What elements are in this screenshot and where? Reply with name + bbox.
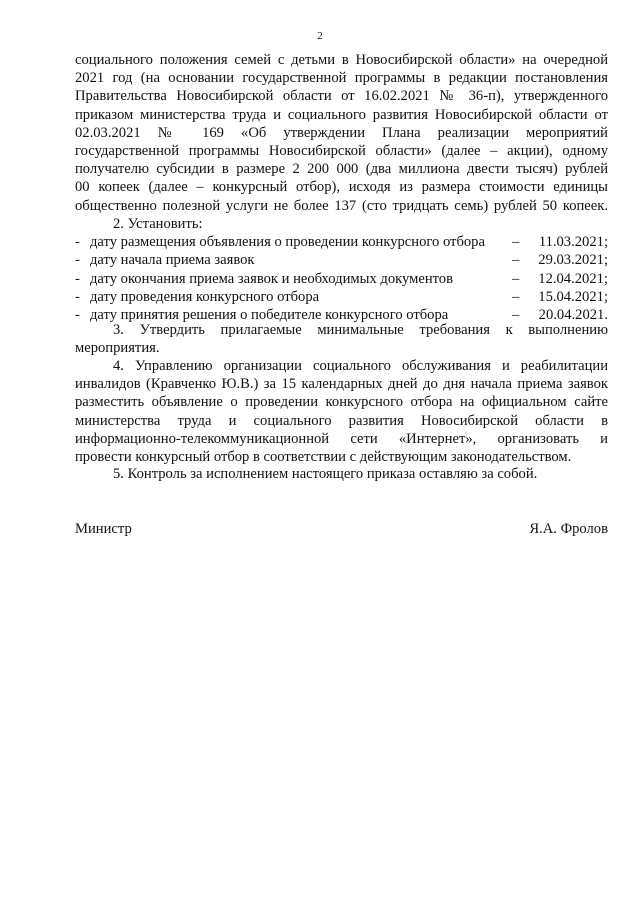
item-4-line: 4. Управлению организации социального обслуживания и реабилитации — [113, 358, 608, 374]
signatory-title: Министр — [75, 521, 132, 537]
item-5-section — [75, 465, 608, 483]
item-2-heading: 2. Установить: — [113, 216, 203, 232]
item-2-section — [75, 215, 608, 324]
list-separator: – — [512, 306, 520, 323]
date-list-item — [75, 288, 608, 306]
paragraph-line: государственной программы Новосибирской области» (далее – акции), одному — [75, 142, 608, 159]
item-4-line: инвалидов (Кравченко Ю.В.) за 15 календарных дней до дня начала приема заявок — [75, 376, 608, 393]
date-list-item — [75, 233, 608, 251]
paragraph-continuation — [75, 51, 608, 215]
list-separator: – — [512, 288, 520, 305]
paragraph-line: Правительства Новосибирской области от 16.02.2021 № 36-п), утвержденного — [75, 88, 608, 105]
list-dash: - — [75, 252, 80, 269]
item-3-section — [75, 321, 608, 357]
list-separator: – — [512, 252, 520, 269]
item-5-line: 5. Контроль за исполнением настоящего приказа оставляю за собой. — [113, 466, 538, 482]
date-list-item — [75, 270, 608, 288]
signature-block — [75, 520, 608, 540]
list-item-date: 11.03.2021; — [538, 234, 608, 251]
item-4-line: разместить объявление о проведении конкурсного отбора на официальном сайте — [75, 394, 608, 411]
list-item-text: дату принятия решения о победителе конкурсного отбора — [90, 306, 449, 323]
item-3-line: мероприятия. — [75, 340, 160, 357]
list-item-text: дату окончания приема заявок и необходимых документов — [90, 270, 453, 287]
list-item-date: 15.04.2021; — [538, 288, 608, 305]
list-separator: – — [512, 270, 520, 287]
paragraph-line: 2021 год (на основании государственной программы в редакции постановления — [75, 70, 608, 87]
item-4-section — [75, 357, 608, 466]
paragraph-line: социального положения семей с детьми в Новосибирской области» на очередной — [75, 52, 608, 68]
list-item-date: 29.03.2021; — [538, 252, 608, 269]
item-4-line: министерства труда и социального развития Новосибирской области в — [75, 412, 608, 429]
paragraph-line: приказом министерства труда и социального развития Новосибирской области от — [75, 106, 608, 123]
list-item-date: 20.04.2021. — [538, 306, 608, 323]
item-4-line: информационно-телекоммуникационной сети «Интернет», организовать и — [75, 430, 608, 447]
paragraph-line: 02.03.2021 № 169 «Об утверждении Плана реализации мероприятий — [75, 124, 608, 141]
list-item-text: дату размещения объявления о проведении конкурсного отбора — [90, 234, 485, 251]
list-separator: – — [512, 234, 520, 251]
list-item-text: дату проведения конкурсного отбора — [90, 288, 320, 305]
paragraph-line: 00 копеек (далее – конкурсный отбор), исходя из размера стоимости единицы — [75, 179, 608, 196]
list-dash: - — [75, 270, 80, 287]
list-dash: - — [75, 306, 80, 323]
list-dash: - — [75, 288, 80, 305]
page-number: 2 — [317, 30, 323, 42]
paragraph-line: общественно полезной услуги не более 137 (сто тридцать семь) рублей 50 копеек. — [75, 197, 608, 214]
list-item-text: дату начала приема заявок — [90, 252, 255, 269]
paragraph-line: получателю субсидии в размере 2 200 000 (два миллиона двести тысяч) рублей — [75, 161, 608, 178]
item-4-line: провести конкурсный отбор в соответствии с действующим законодательством. — [75, 448, 572, 465]
list-dash: - — [75, 234, 80, 251]
list-item-date: 12.04.2021; — [538, 270, 608, 287]
date-list-item — [75, 251, 608, 269]
item-3-line: 3. Утвердить прилагаемые минимальные требования к выполнению — [113, 322, 608, 338]
signatory-name: Я.А. Фролов — [529, 521, 608, 537]
